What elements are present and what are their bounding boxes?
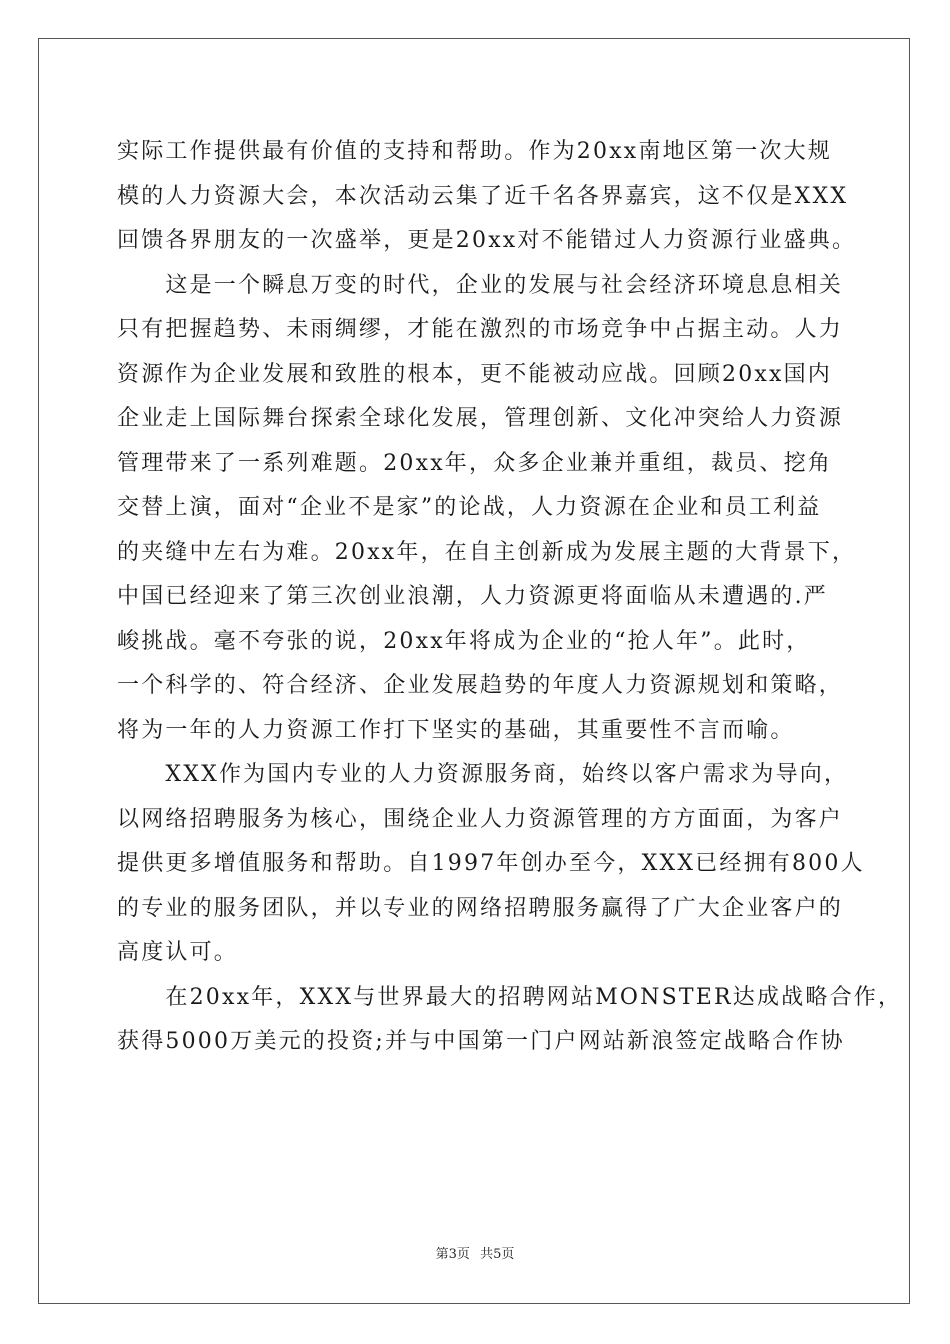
text-line: 一个科学的、符合经济、企业发展趋势的年度人力资源规划和策略，: [117, 673, 844, 698]
text-line: 获得5000万美元的投资;并与中国第一门户网站新浪签定战略合作协: [117, 1029, 845, 1054]
text-line: 管理带来了一系列难题。20xx年，众多企业兼并重组，裁员、挖角: [117, 450, 833, 476]
page-total: 共5页: [480, 1247, 515, 1262]
text-line: 资源作为企业发展和致胜的根本，更不能被动应战。回顾20xx国内: [117, 361, 833, 387]
text-line: 峻挑战。毫不夸张的说，20xx年将成为企业的“抢人年”。此时，: [117, 628, 811, 654]
document-body: [117, 130, 903, 1065]
text-line: 模的人力资源大会，本次活动云集了近千名各界嘉宾，这不仅是XXX: [117, 183, 849, 209]
text-line: 的专业的服务团队，并以专业的网络招聘服务赢得了广大企业客户的: [117, 895, 844, 921]
text-line: 将为一年的人力资源工作打下坚实的基础，其重要性不言而喻。: [117, 717, 795, 743]
text-line: 的夹缝中左右为难。20xx年，在自主创新成为发展主题的大背景下，: [117, 539, 857, 565]
text-line: 只有把握趋势、未雨绸缪，才能在激烈的市场竞争中占据主动。人力: [117, 317, 844, 342]
text-line: 交替上演，面对“企业不是家”的论战，人力资源在企业和员工利益: [117, 495, 822, 520]
text-line: XXX作为国内专业的人力资源服务商，始终以客户需求为导向，: [117, 762, 849, 787]
text-line: 这是一个瞬息万变的时代，企业的发展与社会经济环境息息相关: [117, 272, 844, 298]
text-line: 提供更多增值服务和帮助。自1997年创办至今，XXX已经拥有800人: [117, 851, 865, 876]
text-line: 实际工作提供最有价值的支持和帮助。作为20xx南地区第一次大规: [117, 139, 833, 164]
page-number: 第3页: [435, 1247, 470, 1262]
text-line: 回馈各界朋友的一次盛举，更是20xx对不能错过人力资源行业盛典。: [117, 228, 857, 253]
text-line: 企业走上国际舞台探索全球化发展，管理创新、文化冲突给人力资源: [117, 406, 844, 431]
page-footer: [0, 1243, 950, 1262]
text-line: 在20xx年，XXX与世界最大的招聘网站MONSTER达成战略合作，: [117, 984, 903, 1010]
text-line: 以网络招聘服务为核心，围绕企业人力资源管理的方方面面，为客户: [117, 806, 844, 832]
text-line: 中国已经迎来了第三次创业浪潮，人力资源更将面临从未遭遇的.严: [117, 584, 828, 609]
text-line: 高度认可。: [117, 940, 239, 965]
